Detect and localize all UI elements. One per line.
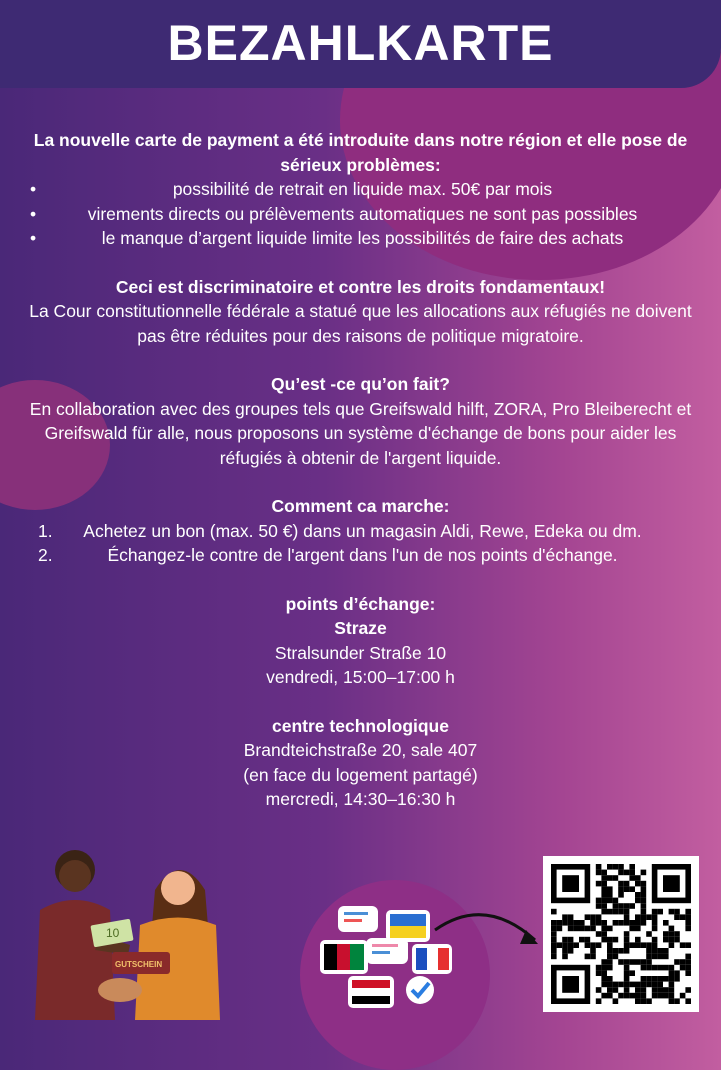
flyer-content xyxy=(24,128,697,812)
bullet-marker: • xyxy=(30,179,37,199)
list-item: • le manque d’argent liquide limite les possibilités de faire des achats xyxy=(24,226,697,251)
points-heading: points d’échange: xyxy=(285,593,436,614)
action-heading: Qu’est -ce qu’on fait? xyxy=(271,374,450,394)
place2-note: (en face du logement partagé) xyxy=(243,764,478,785)
list-item: 2. Échangez-le contre de l'argent dans l'un de nos points d'échange. xyxy=(38,545,618,565)
how-heading: Comment ca marche: xyxy=(271,496,450,516)
place1-time: vendredi, 15:00–17:00 h xyxy=(266,667,455,687)
page-title: BEZAHLKARTE xyxy=(167,15,554,71)
bullet-marker: • xyxy=(30,203,37,224)
place2-time: mercredi, 14:30–16:30 h xyxy=(265,789,456,809)
list-item: • possibilité de retrait en liquide max. 50€ par mois xyxy=(24,177,697,202)
place1-address: Stralsunder Straße 10 xyxy=(274,642,447,663)
france-flag-icon xyxy=(416,948,427,970)
voucher-label: GUTSCHEIN xyxy=(115,960,163,969)
steps-list xyxy=(24,519,697,568)
place2-name: centre technologique xyxy=(272,715,449,736)
arrow-icon xyxy=(430,900,550,960)
afghanistan-flag-icon xyxy=(324,944,337,970)
exchange-illustration xyxy=(20,840,220,1020)
list-item: 1. Achetez un bon (max. 50 €) dans un magasin Aldi, Rewe, Edeka ou dm. xyxy=(38,520,642,541)
qr-code-pattern xyxy=(543,856,699,1012)
intro-heading: La nouvelle carte de payment a été introduite dans notre région et elle pose de sérieux problèmes: xyxy=(33,130,688,175)
qr-code[interactable] xyxy=(543,856,699,1012)
place1-name: Straze xyxy=(334,618,387,638)
list-item: • virements directs ou prélèvements automatiques ne sont pas possibles xyxy=(24,202,697,227)
discrimination-heading: Ceci est discriminatoire et contre les droits fondamentaux! xyxy=(115,276,606,297)
bullet-marker: • xyxy=(30,228,37,248)
discrimination-text: La Cour constitutionnelle fédérale a statué que les allocations aux réfugiés ne doivent pas être réduites pour des raisons de politique migratoire. xyxy=(29,301,692,346)
syria-flag-icon xyxy=(352,980,390,988)
ukraine-flag-icon xyxy=(390,914,426,926)
problem-list xyxy=(24,177,697,251)
place2-address: Brandteichstraße 20, sale 407 xyxy=(243,740,478,760)
banknote-value: 10 xyxy=(106,926,120,940)
action-text: En collaboration avec des groupes tels que Greifswald hilft, ZORA, Pro Bleiberecht et Greifswald für alle, nous proposons un système d'échange de bons pour aider les réfugiés à obtenir de l'argent liquide. xyxy=(29,398,692,468)
